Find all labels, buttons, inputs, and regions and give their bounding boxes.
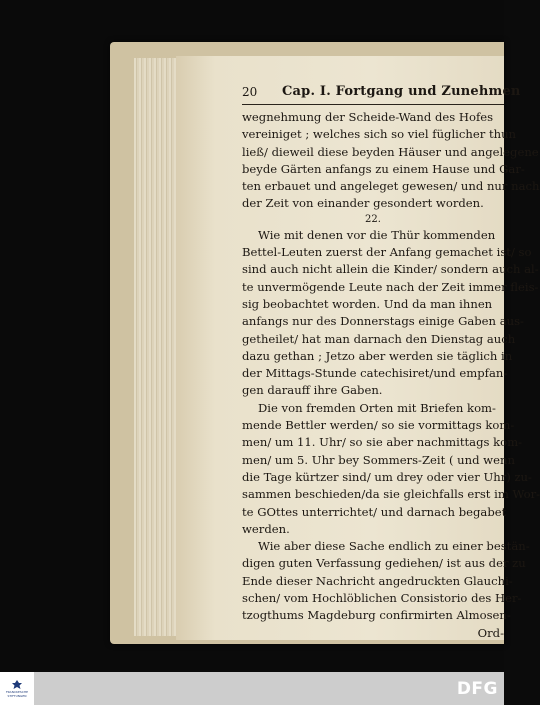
- text-line: anfangs nur des Donnerstags einige Gaben aus-: [242, 314, 524, 329]
- text-line: tzogthums Magdeburg confirmirten Almosen-: [242, 608, 511, 623]
- text-line: der Zeit von einander gesondert worden.: [242, 196, 484, 211]
- logo-caption: FRANCKESCHE STIFTUNGEN: [5, 690, 29, 698]
- text-line: beyde Gärten anfangs zu einem Hause und Gar-: [242, 161, 525, 176]
- text-line: sammen beschieden/da sie gleichfalls erst im Wor-: [242, 487, 540, 502]
- text-line: men/ um 5. Uhr bey Sommers-Zeit ( und wenn: [242, 452, 515, 467]
- running-title: Cap. I. Fortgang und Zunehmen: [282, 84, 521, 99]
- text-line: schen/ vom Hochlöblichen Consistorio des Her-: [242, 591, 522, 606]
- francke-logo[interactable]: [0, 672, 34, 705]
- catchword: Ord-: [477, 625, 504, 640]
- page-text: [242, 84, 540, 642]
- dfg-logo[interactable]: DFG: [456, 679, 498, 699]
- text-line: vereiniget ; welches sich so viel füglicher thun: [242, 127, 516, 142]
- text-line: Bettel-Leuten zuerst der Anfang gemachet ist/ so: [242, 245, 532, 260]
- paragraph-3: [242, 400, 540, 538]
- viewer-footer: [0, 672, 504, 705]
- paragraph-1: [242, 109, 540, 213]
- text-line: dazu gethan ; Jetzo aber werden sie täglich in: [242, 348, 513, 363]
- page-edges: [134, 58, 178, 636]
- text-line: werden.: [242, 521, 290, 536]
- text-line: sind auch nicht allein die Kinder/ sondern auch al-: [242, 262, 539, 277]
- text-line: der Mittags-Stunde catechisiret/und empfan-: [242, 366, 508, 381]
- text-line: Die von fremden Orten mit Briefen kom-: [258, 400, 496, 415]
- section-number: 22.: [365, 213, 381, 225]
- text-line: men/ um 11. Uhr/ so sie aber nachmittags kom-: [242, 435, 523, 450]
- text-line: digen guten Verfassung gediehen/ ist aus der zu: [242, 556, 526, 571]
- paragraph-4: [242, 538, 530, 642]
- text-line: gen darauff ihre Gaben.: [242, 383, 383, 398]
- paragraph-2: [242, 227, 539, 400]
- text-line: ließ/ dieweil diese beyden Häuser und angelegene: [242, 144, 539, 159]
- text-line: Wie mit denen vor die Thür kommenden: [258, 227, 496, 242]
- text-line: te unvermögende Leute nach der Zeit immer fleis-: [242, 279, 539, 294]
- page-number: 20: [242, 85, 258, 99]
- text-line: mende Bettler werden/ so sie vormittags kom-: [242, 418, 515, 433]
- text-line: wegnehmung der Scheide-Wand des Hofes: [242, 110, 494, 124]
- text-line: Wie aber diese Sache endlich zu einer bestän-: [258, 539, 530, 554]
- text-line: te GOttes unterrichtet/ und darnach begabet: [242, 504, 507, 519]
- text-line: ten erbauet und angeleget gewesen/ und nur nach: [242, 179, 540, 194]
- text-line: sig beobachtet worden. Und da man ihnen: [242, 296, 493, 311]
- page-header: [242, 84, 521, 105]
- text-line: getheilet/ hat man darnach den Dienstag auch: [242, 331, 516, 346]
- text-line: Ende dieser Nachricht angedruckten Glauchi-: [242, 573, 513, 588]
- text-line: die Tage kürtzer sind/ um drey oder vier Uhr) zu-: [242, 469, 532, 484]
